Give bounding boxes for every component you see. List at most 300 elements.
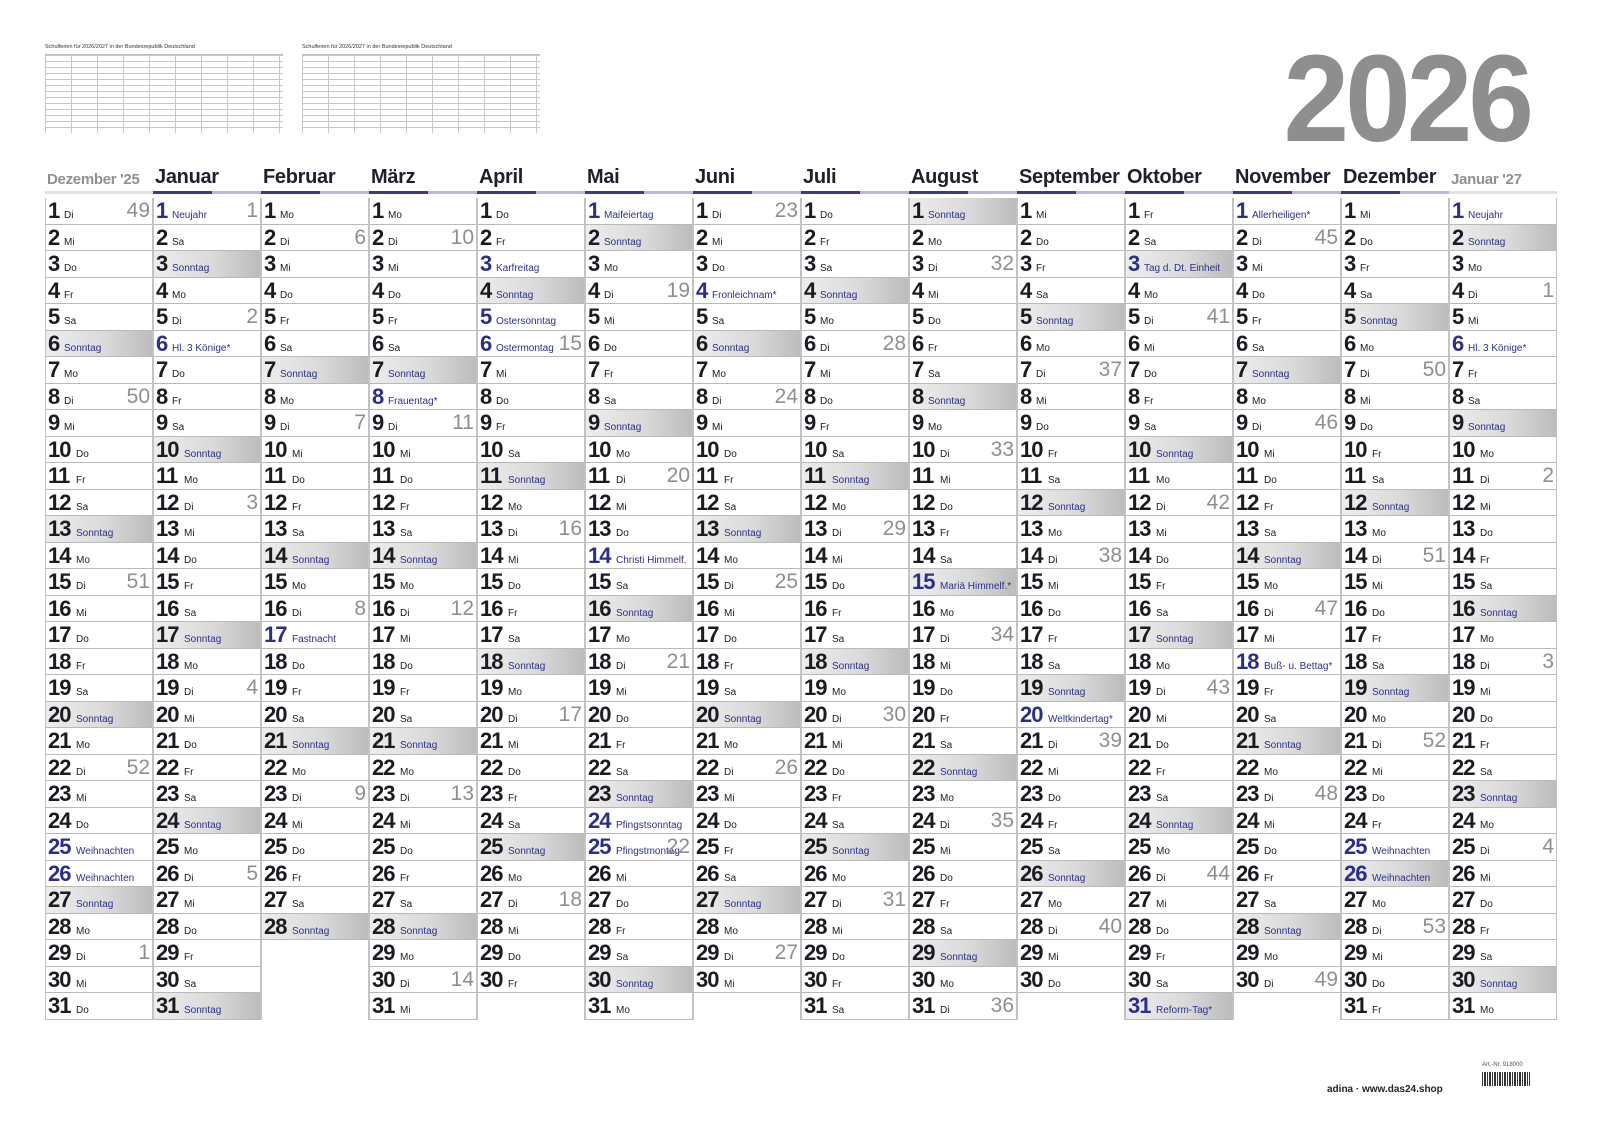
day-number: 13	[696, 516, 719, 541]
day-number: 23	[1128, 781, 1151, 806]
day-cell	[478, 967, 584, 994]
day-cell	[370, 781, 476, 808]
calendar-week-number: 11	[452, 411, 474, 434]
weekday-label: Fr	[280, 316, 290, 327]
day-cell	[1234, 198, 1340, 225]
day-cell	[154, 861, 260, 888]
day-number: 8	[264, 383, 276, 409]
day-number: 13	[588, 516, 611, 541]
calendar-week-number: 8	[354, 596, 366, 620]
weekday-label: Mo	[1372, 899, 1386, 910]
weekday-label: Fr	[508, 978, 518, 990]
weekday-label: Fr	[388, 316, 398, 327]
weekday-label: Mi	[1480, 872, 1491, 884]
day-number: 22	[1128, 754, 1151, 780]
day-number: 27	[264, 887, 287, 912]
day-cell	[1234, 516, 1340, 543]
day-cell	[586, 728, 692, 755]
day-cell	[1018, 251, 1124, 278]
day-cell	[910, 543, 1016, 570]
day-cell	[802, 437, 908, 464]
day-number: 16	[1344, 595, 1367, 621]
day-number: 12	[156, 489, 179, 515]
sunday-label: Sonntag	[388, 369, 426, 380]
calendar-week-number: 16	[558, 517, 582, 540]
day-number: 1	[1452, 198, 1464, 223]
weekday-label: Mo	[724, 925, 738, 937]
weekday-label: Sa	[1156, 607, 1169, 619]
day-number: 24	[1020, 807, 1043, 833]
day-number: 5	[372, 304, 384, 329]
day-cell	[154, 331, 260, 358]
day-cell	[1450, 993, 1556, 1020]
day-cell	[1126, 569, 1232, 596]
weekday-label: Di	[184, 687, 194, 698]
day-cell	[370, 808, 476, 835]
day-cell	[262, 384, 368, 411]
weekday-label: Mo	[292, 581, 306, 592]
sunday-label: Sonntag	[724, 528, 762, 539]
day-number: 2	[372, 224, 384, 250]
day-number: 2	[1128, 224, 1140, 250]
calendar-week-number: 1	[246, 199, 258, 222]
day-number: 11	[156, 463, 178, 488]
day-number: 12	[1344, 489, 1367, 515]
weekday-label: Mi	[292, 819, 303, 831]
weekday-label: Sa	[508, 634, 521, 645]
day-number: 19	[1452, 675, 1475, 700]
day-cell	[1126, 861, 1232, 888]
weekday-label: Mo	[1360, 342, 1374, 354]
day-number: 24	[1344, 807, 1367, 833]
weekday-label: Di	[76, 581, 86, 592]
day-cell	[46, 251, 152, 278]
day-number: 14	[1020, 542, 1043, 568]
day-cell	[586, 463, 692, 490]
weekday-label: Do	[724, 819, 737, 831]
sunday-label: Sonntag	[1480, 793, 1518, 804]
day-cell	[370, 569, 476, 596]
day-cell	[910, 569, 1016, 596]
day-cell	[1018, 702, 1124, 729]
day-number: 15	[1236, 569, 1259, 594]
weekday-label: Do	[400, 660, 413, 672]
day-cell	[1018, 914, 1124, 941]
weekday-label: Mi	[1156, 713, 1167, 725]
day-cell	[1126, 649, 1232, 676]
weekday-label: Do	[184, 740, 197, 751]
weekday-label: Di	[616, 660, 626, 672]
month-header	[585, 160, 693, 194]
day-cell	[802, 967, 908, 994]
day-number: 1	[156, 198, 168, 223]
day-number: 26	[156, 860, 179, 886]
weekday-label: Fr	[1372, 819, 1382, 831]
calendar-week-number: 51	[126, 570, 150, 593]
day-cell	[46, 728, 152, 755]
day-cell	[910, 649, 1016, 676]
day-cell	[586, 940, 692, 967]
day-number: 1	[912, 198, 924, 223]
day-number: 5	[480, 304, 492, 329]
day-cell	[478, 940, 584, 967]
day-number: 27	[696, 887, 719, 912]
day-cell	[586, 755, 692, 782]
weekday-label: Di	[388, 236, 398, 248]
weekday-label: Fr	[184, 952, 194, 963]
day-cell	[478, 437, 584, 464]
day-number: 12	[1020, 489, 1043, 515]
day-number: 10	[804, 436, 827, 462]
day-number: 17	[804, 622, 827, 647]
calendar-week-number: 49	[1314, 967, 1338, 991]
day-number: 3	[1344, 251, 1356, 276]
day-number: 25	[696, 834, 719, 859]
day-number: 29	[480, 940, 503, 965]
day-number: 23	[1344, 781, 1367, 806]
day-cell	[1342, 622, 1448, 649]
calendar-week-number: 22	[666, 835, 690, 858]
day-cell	[262, 861, 368, 888]
calendar-week-number: 31	[882, 888, 906, 911]
day-number: 23	[48, 781, 71, 806]
weekday-label: Fr	[1156, 766, 1166, 778]
day-number: 16	[588, 595, 611, 621]
day-cell	[370, 384, 476, 411]
day-cell	[1342, 198, 1448, 225]
calendar-week-number: 46	[1314, 411, 1338, 434]
day-cell	[1450, 940, 1556, 967]
weekday-label: Do	[832, 766, 845, 778]
day-number: 10	[1236, 436, 1259, 462]
weekday-label: Do	[1372, 607, 1385, 619]
day-number: 30	[804, 966, 827, 992]
weekday-label: Do	[508, 766, 521, 778]
holiday-label: Ostersonntag	[496, 316, 557, 327]
day-cell	[370, 331, 476, 358]
day-cell	[1342, 834, 1448, 861]
day-number: 20	[480, 701, 503, 727]
day-number: 6	[1344, 330, 1356, 356]
day-number: 2	[156, 224, 168, 250]
month-header	[153, 160, 261, 194]
day-number: 18	[48, 648, 71, 674]
day-number: 13	[48, 516, 71, 541]
day-cell	[370, 649, 476, 676]
day-cell	[154, 940, 260, 967]
day-cell	[154, 463, 260, 490]
day-list	[1233, 198, 1341, 1020]
weekday-label: Sa	[1144, 236, 1157, 248]
day-cell	[1126, 331, 1232, 358]
day-number: 21	[1236, 728, 1259, 753]
weekday-label: Fr	[724, 660, 734, 672]
weekday-label: Sa	[280, 342, 293, 354]
weekday-label: Sa	[400, 899, 413, 910]
weekday-label: Di	[1468, 289, 1478, 301]
day-cell	[1126, 887, 1232, 914]
day-number: 3	[1020, 251, 1032, 276]
day-cell	[1234, 225, 1340, 252]
weekday-label: Fr	[400, 872, 410, 884]
sunday-label: Sonntag	[64, 342, 102, 354]
sunday-label: Sonntag	[292, 925, 330, 937]
weekday-label: Sa	[724, 687, 737, 698]
sunday-label: Sonntag	[928, 210, 966, 221]
weekday-label: Mo	[1480, 634, 1494, 645]
day-number: 28	[804, 913, 827, 939]
day-cell	[46, 198, 152, 225]
day-number: 30	[1020, 966, 1043, 992]
day-cell	[586, 331, 692, 358]
day-number: 20	[912, 701, 935, 727]
weekday-label: Mo	[64, 369, 78, 380]
day-number: 4	[1128, 277, 1140, 303]
weekday-label: Di	[508, 899, 518, 910]
day-cell	[1018, 728, 1124, 755]
weekday-label: Mo	[832, 872, 846, 884]
weekday-label: Sa	[1048, 660, 1061, 672]
day-cell	[262, 622, 368, 649]
day-number: 4	[48, 277, 60, 303]
day-number: 4	[372, 277, 384, 303]
day-cell	[46, 596, 152, 623]
day-number: 10	[480, 436, 503, 462]
empty-day-cell	[262, 993, 368, 1020]
weekday-label: Di	[724, 581, 734, 592]
day-cell	[1126, 728, 1232, 755]
day-number: 11	[1344, 463, 1366, 488]
weekday-label: Sa	[76, 687, 89, 698]
article-number: Art.-Nr. 918000	[1482, 1062, 1523, 1068]
weekday-label: Sa	[508, 448, 521, 460]
day-cell	[586, 437, 692, 464]
day-cell	[1450, 728, 1556, 755]
day-cell	[1234, 755, 1340, 782]
day-number: 26	[696, 860, 719, 886]
weekday-label: Mi	[508, 554, 519, 566]
day-number: 14	[1236, 542, 1259, 568]
day-number: 1	[588, 198, 600, 223]
weekday-label: Do	[172, 369, 185, 380]
sunday-label: Sonntag	[400, 740, 438, 751]
weekday-label: Sa	[1048, 475, 1061, 486]
day-cell	[1234, 675, 1340, 702]
day-cell	[154, 410, 260, 437]
weekday-label: Do	[1480, 713, 1493, 725]
weekday-label: Fr	[616, 925, 626, 937]
day-cell	[802, 543, 908, 570]
day-cell	[478, 755, 584, 782]
day-cell	[46, 993, 152, 1020]
sunday-label: Sonntag	[724, 713, 762, 725]
holiday-label: Karfreitag	[496, 263, 540, 274]
day-number: 20	[1020, 701, 1043, 727]
day-number: 22	[1452, 754, 1475, 780]
weekday-label: Do	[820, 395, 833, 407]
calendar-week-number: 37	[1098, 358, 1122, 381]
day-number: 17	[264, 622, 287, 647]
day-number: 8	[372, 383, 384, 409]
weekday-label: Di	[832, 713, 842, 725]
day-number: 24	[156, 807, 179, 833]
day-list	[801, 198, 909, 1020]
day-number: 31	[372, 993, 395, 1018]
weekday-label: Mo	[1468, 263, 1482, 274]
sunday-label: Sonntag	[1480, 607, 1518, 619]
day-number: 29	[1452, 940, 1475, 965]
weekday-label: Sa	[1264, 713, 1277, 725]
day-number: 15	[1452, 569, 1475, 594]
day-cell	[910, 834, 1016, 861]
weekday-label: Sa	[940, 925, 953, 937]
day-cell	[46, 437, 152, 464]
day-number: 16	[1452, 595, 1475, 621]
calendar-week-number: 38	[1098, 543, 1122, 567]
sunday-label: Sonntag	[940, 766, 978, 778]
weekday-label: Do	[388, 289, 401, 301]
weekday-label: Do	[292, 475, 305, 486]
calendar-week-number: 28	[882, 331, 906, 355]
day-cell	[1018, 940, 1124, 967]
weekday-label: Do	[1144, 369, 1157, 380]
day-number: 10	[1452, 436, 1475, 462]
calendar-week-number: 26	[774, 755, 798, 779]
weekday-label: Mo	[940, 978, 954, 990]
weekday-label: Do	[616, 713, 629, 725]
day-number: 10	[156, 436, 179, 462]
day-cell	[262, 516, 368, 543]
weekday-label: Sa	[1360, 289, 1373, 301]
weekday-label: Fr	[400, 687, 410, 698]
month-column	[1449, 160, 1557, 1020]
sunday-label: Sonntag	[184, 819, 222, 831]
day-cell	[1342, 384, 1448, 411]
weekday-label: Di	[1156, 872, 1166, 884]
weekday-label: Fr	[1048, 819, 1058, 831]
weekday-label: Sa	[724, 872, 737, 884]
day-cell	[1234, 967, 1340, 994]
day-number: 24	[1236, 807, 1259, 833]
weekday-label: Di	[1048, 925, 1058, 937]
calendar-week-number: 4	[1542, 835, 1554, 858]
weekday-label: Mi	[928, 289, 939, 301]
day-cell	[1018, 755, 1124, 782]
day-cell	[478, 569, 584, 596]
weekday-label: Di	[508, 713, 518, 725]
day-number: 15	[1344, 569, 1367, 594]
weekday-label: Do	[940, 687, 953, 698]
weekday-label: Do	[1156, 925, 1169, 937]
day-number: 10	[1128, 436, 1151, 462]
day-cell	[1450, 887, 1556, 914]
day-cell	[910, 675, 1016, 702]
day-number: 16	[804, 595, 827, 621]
day-cell	[1342, 940, 1448, 967]
weekday-label: Do	[400, 475, 413, 486]
month-column	[1233, 160, 1341, 1020]
weekday-label: Do	[1156, 740, 1169, 751]
holiday-label: Neujahr	[1468, 210, 1504, 221]
day-number: 19	[1236, 675, 1259, 700]
day-number: 24	[804, 807, 827, 833]
sunday-label: Sonntag	[184, 1005, 222, 1016]
day-cell	[802, 755, 908, 782]
weekday-label: Mi	[1360, 395, 1371, 407]
weekday-label: Fr	[496, 236, 506, 248]
day-number: 21	[1020, 728, 1043, 753]
day-cell	[478, 649, 584, 676]
day-cell	[586, 861, 692, 888]
calendar-week-number: 44	[1206, 861, 1230, 885]
month-header	[1125, 160, 1233, 194]
day-cell	[694, 437, 800, 464]
day-number: 24	[696, 807, 719, 833]
day-cell	[478, 516, 584, 543]
day-cell	[586, 384, 692, 411]
day-cell	[586, 967, 692, 994]
day-number: 15	[372, 569, 395, 594]
day-number: 6	[372, 330, 384, 356]
weekday-label: Fr	[292, 687, 302, 698]
day-number: 29	[372, 940, 395, 965]
day-number: 27	[1020, 887, 1043, 912]
day-number: 17	[1128, 622, 1151, 647]
weekday-label: Di	[184, 501, 194, 513]
sunday-label: Sonntag	[1468, 236, 1506, 248]
day-cell	[910, 516, 1016, 543]
calendar-week-number: 3	[1542, 649, 1554, 673]
day-number: 23	[696, 781, 719, 806]
day-cell	[802, 940, 908, 967]
weekday-label: Mo	[400, 952, 414, 963]
day-number: 14	[48, 542, 71, 568]
day-cell	[478, 702, 584, 729]
day-cell	[478, 596, 584, 623]
weekday-label: Mo	[76, 740, 90, 751]
weekday-label: Sa	[940, 554, 953, 566]
day-number: 12	[588, 489, 611, 515]
sunday-label: Sonntag	[604, 236, 642, 248]
day-cell	[46, 649, 152, 676]
month-name: Januar '27	[1451, 171, 1522, 188]
day-cell	[1450, 861, 1556, 888]
day-number: 15	[480, 569, 503, 594]
holiday-label: Christi Himmelf.	[616, 554, 687, 566]
weekday-label: Mi	[724, 793, 735, 804]
weekday-label: Mi	[724, 978, 735, 990]
calendar-week-number: 19	[666, 278, 690, 302]
day-number: 1	[696, 198, 708, 223]
day-cell	[802, 331, 908, 358]
weekday-label: Fr	[1036, 263, 1046, 274]
weekday-label: Sa	[292, 713, 305, 725]
day-cell	[1342, 437, 1448, 464]
day-cell	[1450, 781, 1556, 808]
day-cell	[154, 569, 260, 596]
sunday-label: Sonntag	[616, 978, 654, 990]
weekday-label: Sa	[1264, 528, 1277, 539]
holiday-label: Fronleichnam*	[712, 289, 777, 301]
day-cell	[1018, 331, 1124, 358]
day-cell	[1126, 437, 1232, 464]
calendar-week-number: 7	[354, 411, 366, 434]
day-number: 3	[48, 251, 60, 276]
day-cell	[1234, 728, 1340, 755]
day-number: 16	[696, 595, 719, 621]
weekday-label: Mo	[388, 210, 402, 221]
day-cell	[1234, 543, 1340, 570]
